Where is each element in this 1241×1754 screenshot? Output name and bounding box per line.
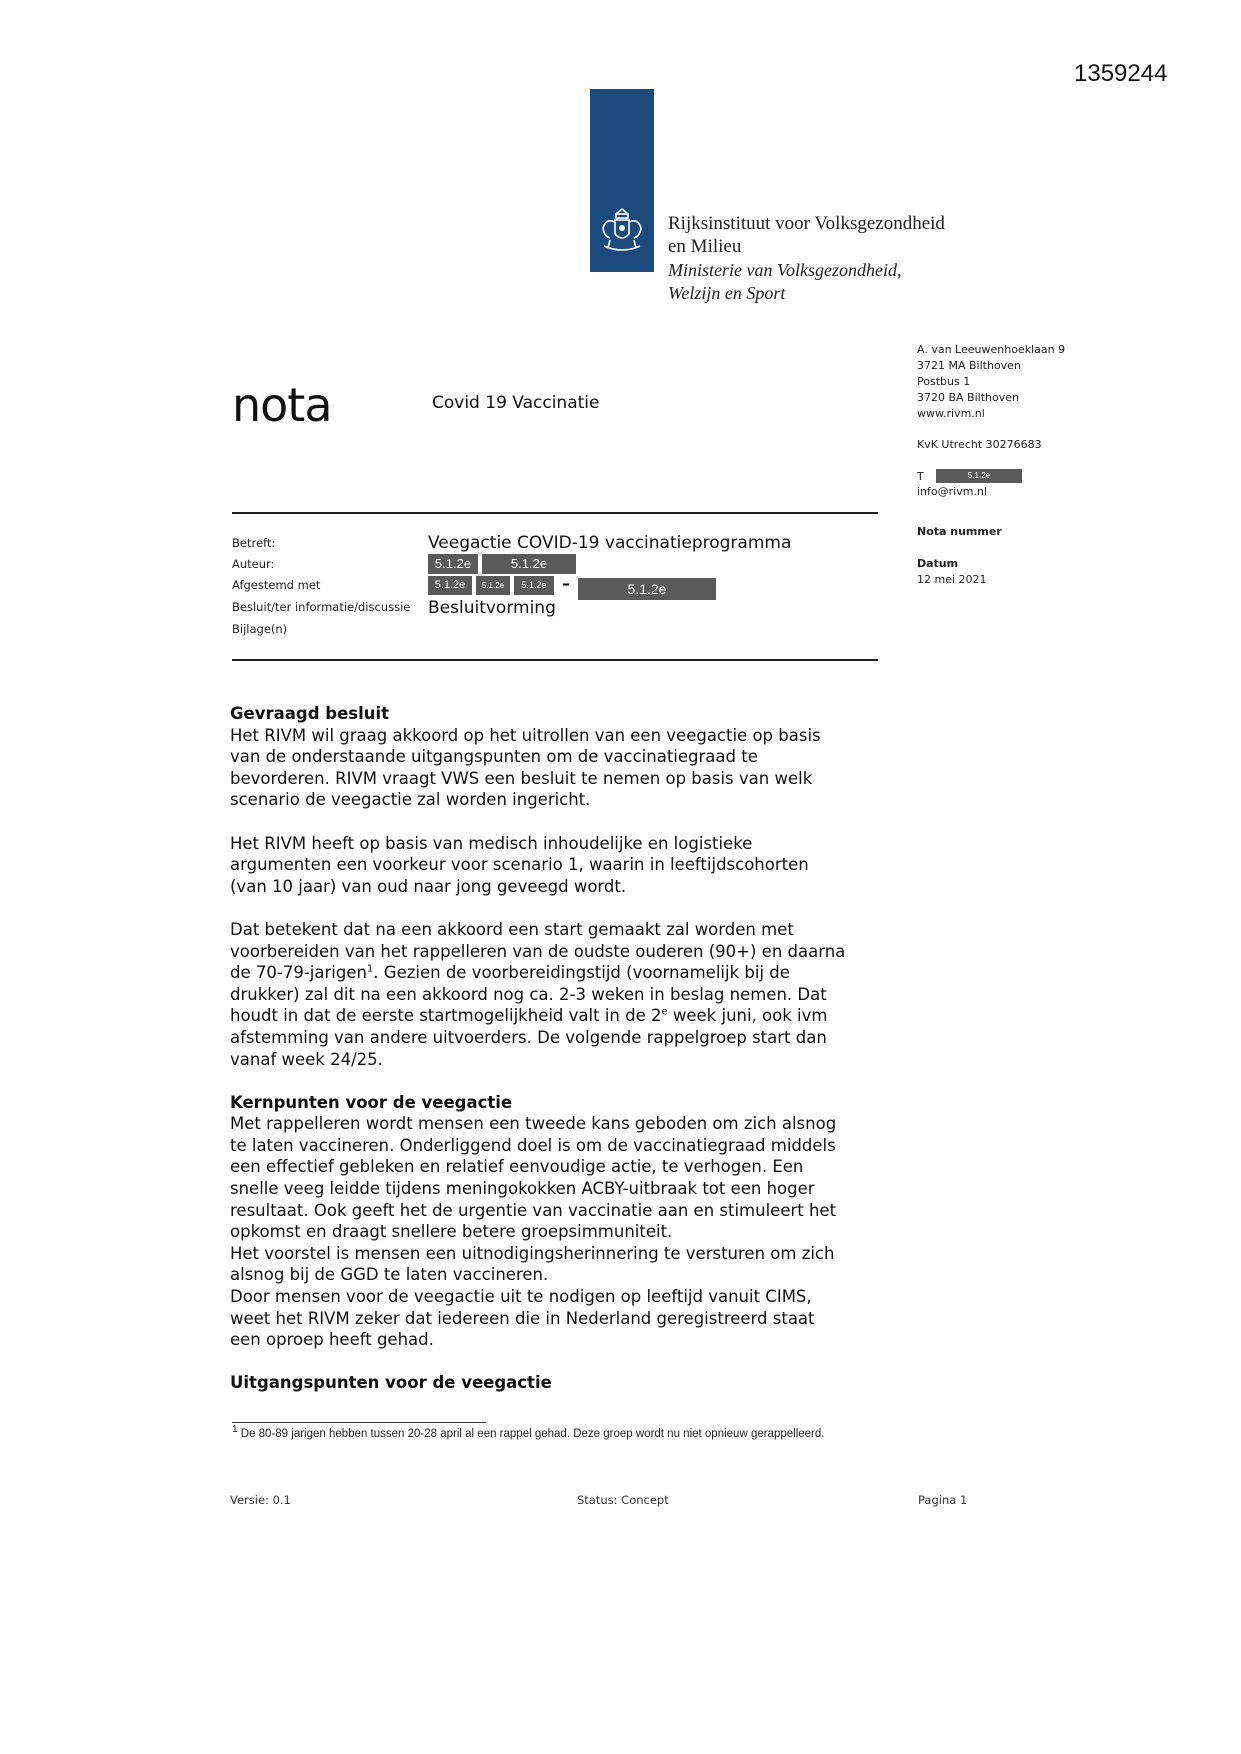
section-heading: Uitgangspunten voor de veegactie bbox=[230, 1373, 552, 1393]
redaction-box: 5.1.2e bbox=[482, 554, 576, 574]
footnote: $^1$ De 80-89 jarigen hebben tussen 20-28 april al een rappel gehad. Deze groep wordt nu niet opnieuw gerappelleerd. bbox=[232, 1424, 825, 1440]
paragraph: Het RIVM heeft op basis van medisch inhoudelijke en logistieke argumenten een voorkeur voor scenario 1, waarin in leeftijdscohorten (van 10 jaar) van oud naar jong geveegd wordt. bbox=[230, 833, 809, 896]
afgestemd-label: Afgestemd met bbox=[232, 578, 321, 592]
paragraph: Met rappelleren wordt mensen een tweede kans geboden om zich alsnog te laten vaccineren. Onderliggend doel is om de vaccinatiegraad middels een effectief gebleken en relatief eenvoudige actie, te verhogen. Een snelle veeg leidde tijdens meningokokken ACBY-uitbraak tot een hoger resultaat. Ook geeft het de urgentie van vaccinatie aan en stimuleert het opkomst en draagt snellere betere groepsimmuniteit. Het voorstel is mensen een uitnodigingsherinnering te versturen om zich alsnog bij de GGD te laten vaccineren. Door mensen voor de veegactie uit te nodigen op leeftijd vanuit CIMS, weet het RIVM zeker dat iedereen die in Nederland geregistreerd staat een oproep heeft gehad. bbox=[230, 1114, 837, 1350]
footer-status: Status: Concept bbox=[577, 1493, 669, 1507]
divider-bottom bbox=[232, 659, 878, 661]
redaction-box: 5.1.2e bbox=[514, 576, 554, 595]
kvk-number: KvK Utrecht 30276683 bbox=[917, 438, 1042, 451]
address-block: A. van Leeuwenhoeklaan 9 3721 MA Bilthoven Postbus 1 3720 BA Bilthoven www.rivm.nl bbox=[917, 343, 1066, 420]
datum-value: 12 mei 2021 bbox=[917, 573, 987, 586]
section-heading: Gevraagd besluit bbox=[230, 704, 390, 723]
bijlage-label: Bijlage(n) bbox=[232, 622, 288, 636]
crest-icon bbox=[596, 206, 648, 258]
besluit-label: Besluit/ter informatie/discussie bbox=[232, 600, 411, 614]
betreft-label: Betreft: bbox=[232, 536, 276, 550]
document-type: nota bbox=[232, 378, 332, 432]
ministry-name: Ministerie van Volksgezondheid, Welzijn en Sport bbox=[668, 260, 902, 303]
document-id: 1359244 bbox=[1074, 60, 1168, 87]
footnote-reference[interactable]: 1 bbox=[366, 963, 374, 975]
redaction-box: 5.1.2e bbox=[476, 576, 510, 595]
section-heading: Kernpunten voor de veegactie bbox=[230, 1092, 513, 1112]
body-text bbox=[230, 703, 910, 1394]
redaction-box: 5.1.2e bbox=[578, 578, 716, 600]
betreft-value: Veegactie COVID-19 vaccinatieprogramma bbox=[428, 533, 792, 553]
email: info@rivm.nl bbox=[917, 485, 987, 498]
redaction-box: 5.1.2e bbox=[936, 469, 1022, 483]
datum-label: Datum bbox=[917, 557, 959, 570]
besluit-value: Besluitvorming bbox=[428, 598, 556, 618]
redaction-box: 5.1.2e bbox=[428, 554, 478, 574]
document-subject: Covid 19 Vaccinatie bbox=[432, 393, 600, 413]
organisation-name: Rijksinstituut voor Volksgezondheid en Milieu bbox=[668, 213, 945, 257]
auteur-label: Auteur: bbox=[232, 557, 275, 571]
redaction-dash: – bbox=[562, 574, 570, 593]
footnote-divider bbox=[232, 1422, 486, 1423]
phone-label: T bbox=[917, 470, 924, 483]
divider-top bbox=[232, 512, 878, 514]
paragraph: Dat betekent dat na een akkoord een start gemaakt zal worden met voorbereiden van het rappelleren van de oudste ouderen (90+) en daarna de 70-79-jarigen$^1$. Gezien de voorbereidingstijd (voornamelijk bij de drukker) zal dit na een akkoord nog ca. 2-3 weken in beslag nemen. Dat houdt in dat de eerste startmogelijkheid valt in de 2e week juni, ook ivm afstemming van andere uitvoerders. De volgende rappelgroep start dan vanaf week 24/25. bbox=[230, 919, 846, 1069]
footer-version: Versie: 0.1 bbox=[230, 1493, 291, 1507]
paragraph: Het RIVM wil graag akkoord op het uitrollen van een veegactie op basis van de onderstaande uitgangspunten om de vaccinatiegraad te bevorderen. RIVM vraagt VWS een besluit te nemen op basis van welk scenario de veegactie zal worden ingericht. bbox=[230, 725, 821, 810]
nota-nummer-label: Nota nummer bbox=[917, 525, 1002, 538]
footer-page-number: Pagina 1 bbox=[918, 1493, 968, 1507]
redaction-box: 5.1.2e bbox=[428, 576, 472, 595]
